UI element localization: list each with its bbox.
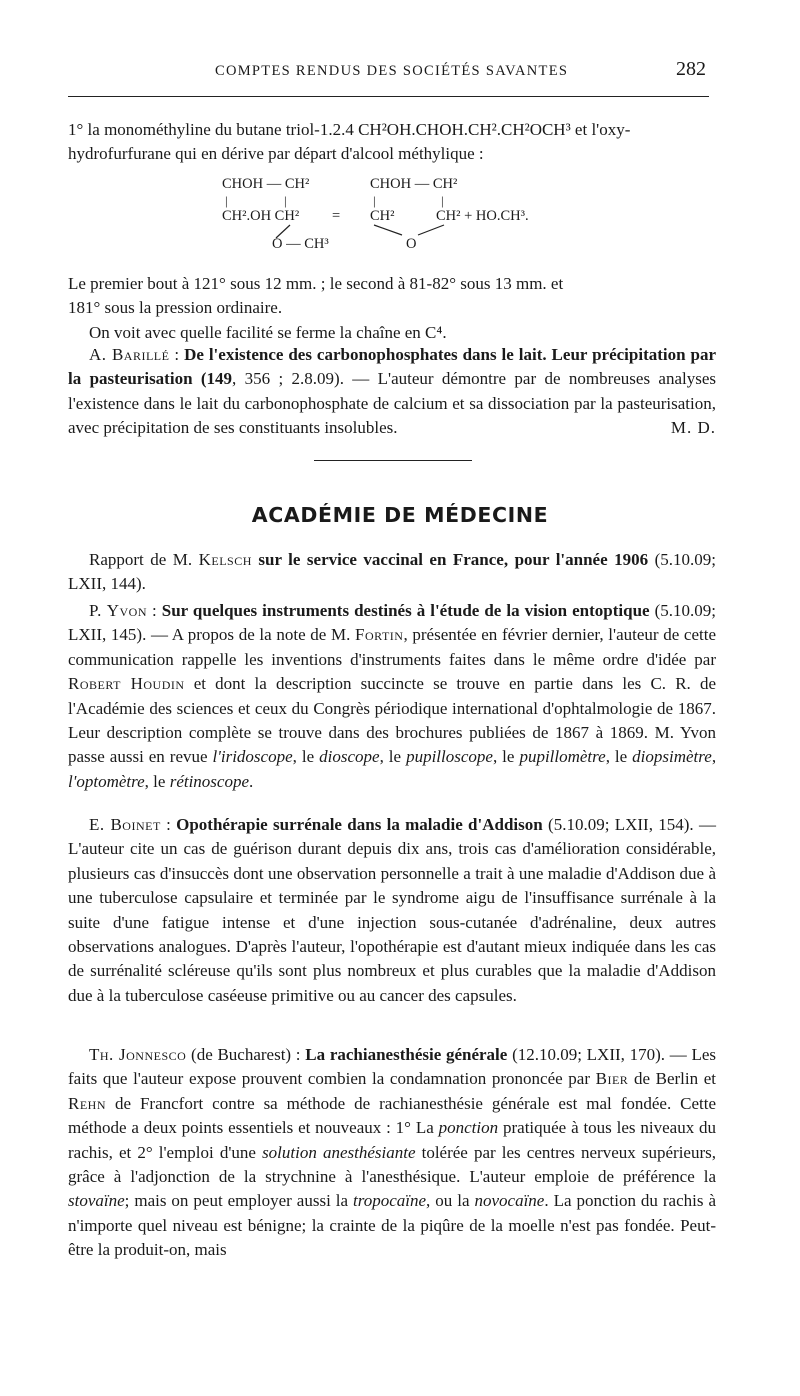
formula-b2: CH²: [370, 208, 395, 224]
person-name: Fortin: [355, 625, 404, 645]
text-line: 1° la monométhyline du butane triol-1.2.4 CH²OH.CHOH.CH².CH²OCH³ et l'oxy-: [68, 120, 631, 139]
entry-title: Opothérapie surrénale dans la maladie d'Addison: [176, 815, 543, 834]
section-separator: [314, 460, 472, 461]
entry-ref: (5.10.09; LXII, 144).: [68, 550, 717, 594]
entry-boinet: E. Boinet : Opothérapie surrénale dans la maladie d'Addison (5.10.09; LXII, 154). — L'auteur cite un cas de guérison durant depuis dix ans, trois cas d'amélioration considérable, plusieurs cas d'insuccès dont une observation personnelle a trait à une maladie d'Addison due à une tuberculose capsulaire et terminée par le syndrome aigu de l'insuffisance surrénale à la suite d'une fatigue intense et d'une injection sous-cutanée d'adrénaline, deux autres observations analogues. D'après l'auteur, l'opothérapie est d'autant mieux indiquée dans les cas de surrénalité scléreuse qu'ils sont plus nombreux et plus curables que la maladie d'Addison due à la tuberculose caséeuse primitive ou au cancer des capsules.: [68, 815, 716, 1005]
formula-b3: CH² + HO.CH³.: [436, 208, 529, 224]
author-name: E. Boinet: [89, 815, 161, 834]
entry-prefix: Rapport de M.: [89, 550, 193, 569]
term: tropocaïne: [353, 1191, 427, 1211]
entry-body: . La ponction du rachis à n'importe quel niveau est bénigne; la crainte de la piqûre de la moelle n'est pas fondée. Peut-être la produit-on, mais: [68, 1191, 716, 1260]
entry-ref: (5.10.09; LXII, 145).: [68, 601, 716, 645]
instrument-name: l'optomètre: [68, 771, 145, 791]
person-name: Bier: [595, 1069, 629, 1089]
term: ponction: [438, 1118, 499, 1138]
formula-bond: |: [284, 193, 287, 208]
text-line: On voit avec quelle facilité se ferme la chaîne en C⁴.: [89, 322, 447, 342]
author-name: Th. Jonnesco: [89, 1045, 187, 1064]
entry-body: de Francfort contre sa méthode de rachianesthésie générale est mal fondée. Cette méthode a deux points essentiels et nouveaux : 1° La: [68, 1093, 717, 1138]
term: stovaïne: [68, 1191, 125, 1211]
signature: M. D.: [670, 418, 716, 438]
formula-b4: O: [406, 236, 417, 252]
author-name: Kelsch: [198, 550, 252, 569]
author-place: (de Bucharest) :: [191, 1045, 301, 1064]
entry-ref: (5.10.09; LXII, 154).: [548, 815, 694, 834]
formula-bond: |: [225, 193, 228, 208]
formula-bond-lines-left: [262, 224, 302, 242]
person-name: Robert Houdin: [68, 674, 185, 694]
paragraph-monomethyline: [68, 118, 716, 167]
text-line: Le premier bout à 121° sous 12 mm. ; le second à 81-82° sous 13 mm. et: [68, 274, 564, 293]
punctuation: , le: [292, 747, 315, 767]
instrument-name: l'iridoscope: [212, 747, 293, 767]
entry-ref: , 356 ; 2.8.09).: [232, 369, 344, 389]
entry-body: tolérée par les centres nerveux supérieurs, grâce à l'adjonction de la strychnine à l'anesthésique. L'auteur emploie de préférence la: [68, 1142, 716, 1187]
chemical-formula: [222, 176, 582, 256]
text-line: hydrofurfurane qui en dérive par départ d'alcool méthylique :: [68, 144, 484, 164]
entry-body: de Berlin et: [633, 1069, 717, 1089]
person-name: Rehn: [68, 1093, 107, 1113]
entry-body: — A propos de la note de M.: [151, 625, 351, 645]
entry-ref-bold: 149: [206, 369, 233, 389]
entry-yvon: P. Yvon : Sur quelques instruments destinés à l'étude de la vision entoptique (5.10.09; LXII, 145). — A propos de la note de M. Fortin, présentée en février dernier, l'auteur de cette communication rappelle les inventions d'instruments faites dans le même ordre d'idée par Robert Houdin et dont la description succincte se trouve en partie dans les C. R. de l'Académie des sciences et ceux du Congrès périodique international d'ophtalmologie de 1867. Leur description complète se trouve dans des brochures publiées de 1867 à 1869. M. Yvon passe aussi en revue l'iridoscope, le dioscope, le pupilloscope, le pupillomètre, le diopsimètre, l'optomètre, le rétinoscope.: [68, 601, 717, 791]
entry-barille: A. Barillé : De l'existence des carbonophosphates dans le lait. Leur précipitation par la pasteurisation (149, 356 ; 2.8.09). — L'auteur démontre par de nombreuses analyses l'existence dans le lait du carbonophosphate de calcium et sa dissociation par la pasteurisation, avec précipitation de ses constituants insolubles. M. D.: [68, 343, 716, 441]
entry-kelsch: [68, 548, 716, 597]
punctuation: , le: [492, 747, 515, 767]
punctuation: .: [249, 771, 254, 791]
term: solution anesthésiante: [262, 1142, 416, 1162]
punctuation: ,: [711, 747, 717, 767]
entry-body: pratiquée à tous les niveaux du rachis, et 2° l'emploi d'une: [68, 1118, 717, 1162]
punctuation: , le: [605, 747, 628, 767]
instrument-name: pupilloscope: [406, 747, 493, 767]
entry-title: sur le service vaccinal en France, pour l'année 1906: [258, 550, 649, 569]
running-title: COMPTES RENDUS DES SOCIÉTÉS SAVANTES: [215, 63, 569, 79]
punctuation: , le: [379, 747, 402, 767]
term: novocaïne: [474, 1191, 545, 1211]
instrument-name: pupillomètre: [519, 747, 606, 767]
header-rule: [68, 96, 709, 97]
paragraph-results: [68, 272, 716, 345]
entry-body: — L'auteur cite un cas de guérison durant depuis dix ans, trois cas d'amélioration considérable, plusieurs cas d'insuccès dont une observation personnelle a trait à une maladie d'Addison due à une tuberculose capsulaire et terminée par le syndrome aigu de l'insuffisance surrénale à la suite d'une fatigue intense et d'une injection sous-cutanée d'adrénaline, deux autres observations analogues. D'après l'auteur, l'opothérapie est d'autant mieux indiquée dans les cas de surrénalité scléreuse qu'ils sont plus nombreux et plus curables que la maladie d'Addison due à la tuberculose caséeuse primitive ou au cancer des capsules.: [68, 815, 716, 1005]
entry-body: et dont la description succincte se trouve en partie dans les C. R. de l'Académie des sciences et ceux du Congrès périodique international d'ophtalmologie de 1867. Leur description complète se trouve dans des brochures publiées de 1867 à 1869. M. Yvon passe aussi en revue: [68, 674, 717, 767]
entry-body: — Les faits que l'auteur expose prouvent combien la condamnation prononcée par: [68, 1045, 717, 1089]
author-name: P. Yvon: [89, 601, 147, 620]
instrument-name: diopsimètre: [632, 747, 712, 767]
formula-bond: |: [441, 193, 444, 208]
entry-body: , ou la: [426, 1191, 470, 1211]
entry-jonnesco: [68, 1043, 716, 1263]
entry-title: De l'existence des carbonophosphates dans le lait. Leur précipitation par la pasteurisation: [68, 345, 717, 389]
entry-body: — L'auteur démontre par de nombreuses analyses l'existence dans le lait du carbonophosphate de calcium et sa dissociation par la pasteurisation, avec précipitation de ses constituants insolubles.: [68, 369, 717, 438]
formula-bond: |: [373, 193, 376, 208]
author-name: A. Barillé: [89, 345, 170, 364]
text-line: 181° sous la pression ordinaire.: [68, 298, 283, 318]
formula-b1: CHOH — CH²: [370, 176, 458, 192]
formula-a1: CHOH — CH²: [222, 176, 310, 192]
entry-title: La rachianesthésie générale: [305, 1045, 508, 1064]
entry-title: Sur quelques instruments destinés à l'étude de la vision entoptique: [161, 601, 650, 620]
formula-a3: O — CH³: [272, 236, 329, 252]
entry-body: ; mais on peut employer aussi la: [124, 1191, 349, 1211]
instrument-name: dioscope: [319, 747, 380, 767]
instrument-name: rétinoscope: [169, 771, 250, 791]
entry-ref: (12.10.09; LXII, 170).: [512, 1045, 666, 1064]
section-heading: ACADÉMIE DE MÉDECINE: [251, 503, 549, 527]
page-number: 282: [676, 58, 706, 80]
punctuation: , le: [144, 771, 166, 791]
formula-a2: CH².OH CH²: [222, 208, 300, 224]
formula-equals: =: [332, 208, 341, 224]
entry-body: , présentée en février dernier, l'auteur de cette communication rappelle les inventions d'instruments faites dans le même ordre d'idée par: [68, 625, 717, 669]
